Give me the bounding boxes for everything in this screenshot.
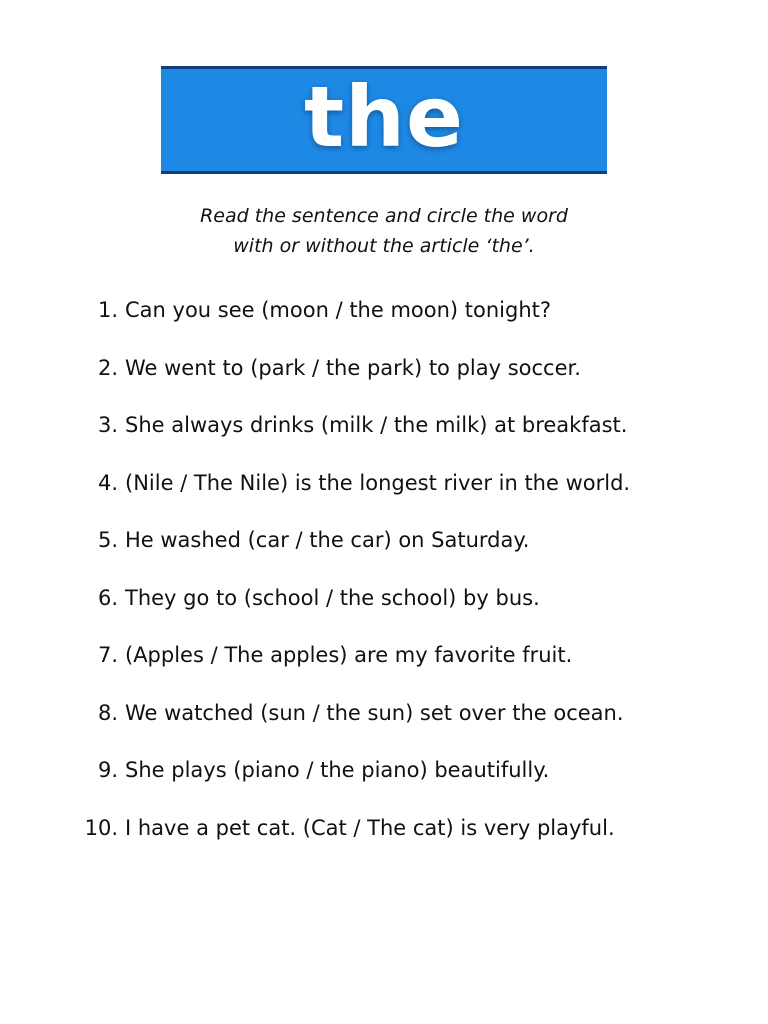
question-number: 2. xyxy=(97,355,118,380)
question-number: 1. xyxy=(97,298,118,322)
question-number: 4. xyxy=(97,470,118,495)
question-number: 9. xyxy=(97,758,118,782)
question-text: (Apples / The apples) are my favorite fruit. xyxy=(125,643,573,667)
question-item xyxy=(80,697,740,755)
instructions-line-2: with or without the article ‘the’. xyxy=(233,235,535,257)
question-text: I have a pet cat. (Cat / The cat) is very playful. xyxy=(125,815,615,840)
instructions xyxy=(0,201,768,261)
question-item xyxy=(80,294,740,352)
question-item xyxy=(80,409,740,467)
question-list xyxy=(80,294,740,869)
question-item xyxy=(80,352,740,410)
question-item xyxy=(80,582,740,640)
question-text: (Nile / The Nile) is the longest river in the world. xyxy=(125,470,631,495)
question-item xyxy=(80,467,740,525)
question-item xyxy=(80,812,740,870)
question-number: 6. xyxy=(97,585,118,610)
question-text: She plays (piano / the piano) beautifully. xyxy=(125,758,550,782)
question-text: We watched (sun / the sun) set over the ocean. xyxy=(125,700,624,725)
question-number: 7. xyxy=(97,643,118,667)
question-number: 5. xyxy=(97,528,118,552)
question-item xyxy=(80,639,740,697)
question-text: He washed (car / the car) on Saturday. xyxy=(125,528,530,552)
instructions-line-1: Read the sentence and circle the word xyxy=(200,205,568,227)
question-text: She always drinks (milk / the milk) at breakfast. xyxy=(125,413,628,437)
question-number: 10. xyxy=(84,815,118,840)
question-text: We went to (park / the park) to play soccer. xyxy=(125,355,581,380)
question-item xyxy=(80,754,740,812)
question-item xyxy=(80,524,740,582)
question-text: They go to (school / the school) by bus. xyxy=(125,585,540,610)
question-number: 3. xyxy=(97,413,118,437)
page-title: the xyxy=(304,68,464,166)
question-text: Can you see (moon / the moon) tonight? xyxy=(125,298,552,322)
question-number: 8. xyxy=(97,700,118,725)
title-banner xyxy=(161,66,607,174)
